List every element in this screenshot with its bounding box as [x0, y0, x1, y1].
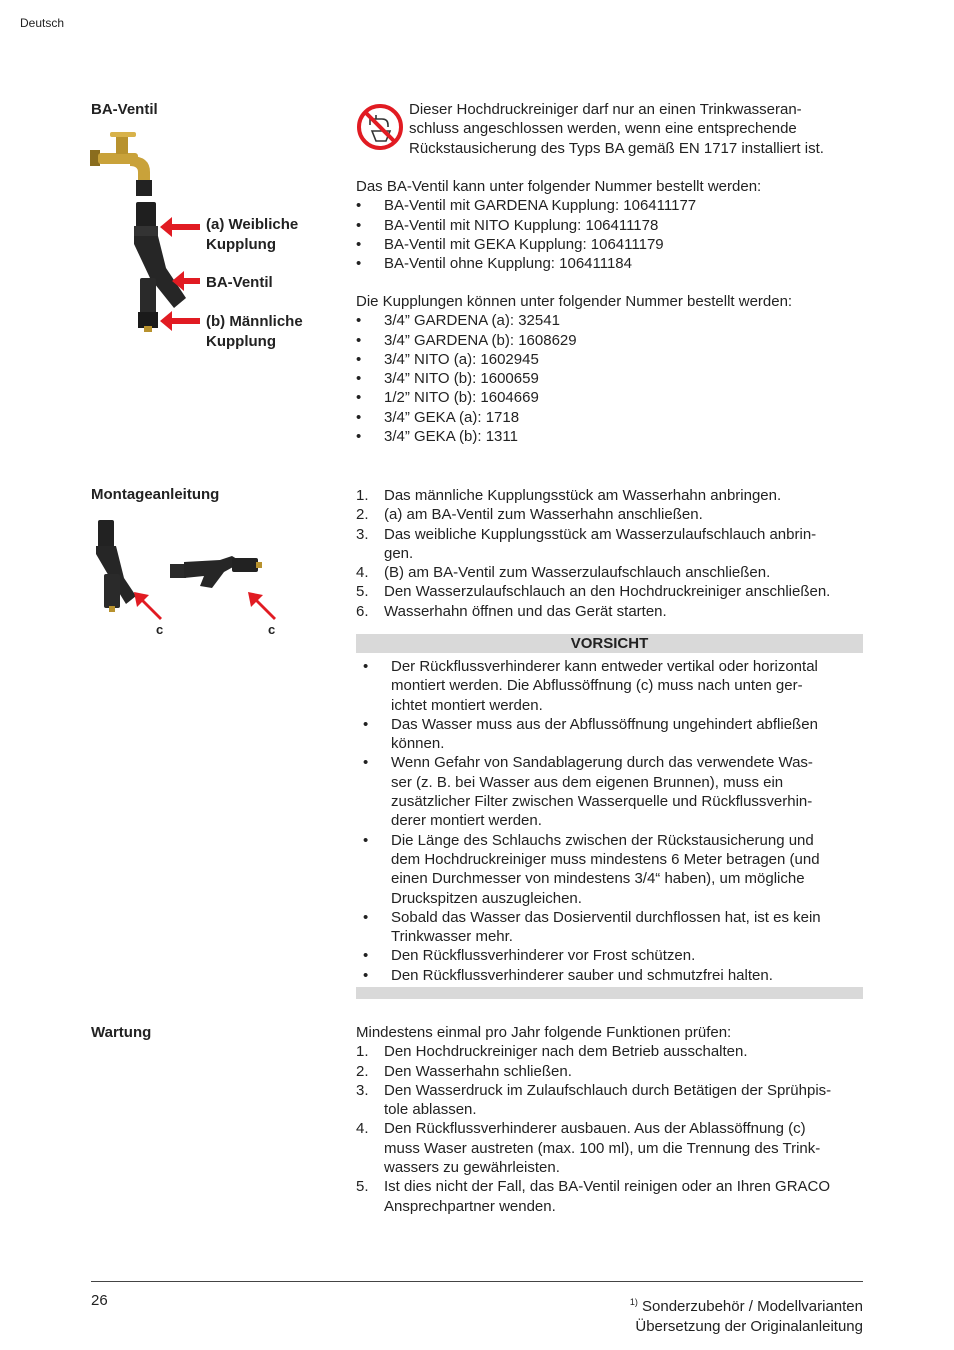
- list-item: 3. Den Wasserdruck im Zulaufschlauch durch Betätigen der Sprühpis- tole ablassen.: [356, 1081, 832, 1119]
- label-ba-valve: BA-Ventil: [206, 274, 273, 291]
- list-item: 5. Ist dies nicht der Fall, das BA-Ventil reinigen oder an Ihren GRACO Ansprechpartner wenden.: [356, 1178, 831, 1215]
- list-item: 2. (a) am BA-Ventil zum Wasserhahn anschließen.: [356, 506, 703, 524]
- arrow-drain-2: [248, 592, 276, 620]
- label-female-coupling: (a) Weibliche Kupplung: [206, 216, 299, 253]
- arrow-male: [160, 311, 200, 331]
- list-item: 1. Den Hochdruckreiniger nach dem Betrieb ausschalten.: [356, 1043, 748, 1061]
- list-item: 5. Den Wasserzulaufschlauch an den Hochdruckreiniger anschließen.: [356, 583, 831, 601]
- list-item: 4. Den Rückflussverhinderer ausbauen. Aus der Ablassöffnung (c) muss Waser austreten (max. 100 ml), um die Trennung des Trink- wassers zu gewährleisten.: [356, 1120, 821, 1177]
- section-title-montage: Montageanleitung: [91, 486, 220, 503]
- list-item: • Das Wasser muss aus der Abflussöffnung ungehindert abfließen können.: [363, 715, 818, 753]
- arrow-female: [160, 217, 200, 237]
- list-item: 2. Den Wasserhahn schließen.: [356, 1062, 572, 1080]
- list-item: • 3/4” GARDENA (b): 1608629: [356, 331, 577, 349]
- footer-divider: [91, 1281, 863, 1282]
- mounting-illustration: [92, 516, 312, 626]
- list-item: • Wenn Gefahr von Sandablagerung durch das verwendete Was- ser (z. B. bei Wasser aus dem eigenen Brunnen), muss ein zusätzlicher Filter zwischen Wasserquelle und Rückflussverhin- derer montiert werden.: [363, 754, 813, 830]
- list-item: • Den Rückflussverhinderer sauber und schmutzfrei halten.: [363, 966, 773, 984]
- no-drinking-water-icon: [356, 103, 404, 151]
- label-male-coupling: (b) Männliche Kupplung: [206, 313, 303, 350]
- language-label: Deutsch: [20, 16, 65, 30]
- section-title-ba-ventil: BA-Ventil: [91, 101, 158, 118]
- list-item: • 3/4” GEKA (a): 1718: [356, 408, 520, 426]
- list-item: 3. Das weibliche Kupplungsstück am Wasserzulaufschlauch anbrin- gen.: [356, 525, 817, 562]
- valve-order-list: Das BA-Ventil kann unter folgender Nummer bestellt werden: • BA-Ventil mit GARDENA Kupplung: 106411177 • BA-Ventil mit NITO Kupplung: 106411178 • BA-Ventil mit GEKA Kupplung: 106411179 • BA-Ventil ohne Kupplung: 106411184: [356, 177, 866, 273]
- page-number: 26: [91, 1292, 108, 1309]
- footer-notes: $^{1)}$ Sonderzubehör / Modellvarianten Übersetzung der Originalanleitung: [629, 1297, 863, 1335]
- list-item: • Den Rückflussverhinderer vor Frost schützen.: [363, 947, 696, 965]
- list-item: 4. (B) am BA-Ventil zum Wasserzulaufschlauch anschließen.: [356, 564, 771, 582]
- caution-header: VORSICHT: [356, 634, 863, 653]
- list-item: • BA-Ventil mit NITO Kupplung: 106411178: [356, 216, 659, 234]
- list-item: 1. Das männliche Kupplungsstück am Wasserhahn anbringen.: [356, 487, 782, 504]
- montage-steps: [356, 486, 866, 621]
- list-item: • 3/4” NITO (b): 1600659: [356, 370, 539, 388]
- caution-list: [363, 657, 863, 985]
- list-item: • Die Länge des Schlauchs zwischen der Rückstausicherung und dem Hochdruckreiniger muss mindestens 6 Meter betragen (und einen Durchmesser von mindestens 3/4“ haben), um mögliche Druckspitzen auszugleichen.: [363, 831, 820, 907]
- label-c-2: c: [268, 622, 276, 637]
- warning-text: Dieser Hochdruckreiniger darf nur an einen Trinkwasseran- schluss angeschlossen werden, wenn eine entsprechende Rückstausicherung des Typs BA gemäß EN 1717 installiert ist.: [409, 101, 824, 157]
- list-item: • 3/4” GARDENA (a): 32541: [356, 312, 560, 330]
- list-item: • Sobald das Wasser das Dosierventil durchflossen hat, ist es kein Trinkwasser mehr.: [363, 908, 821, 946]
- label-c-1: c: [156, 622, 164, 637]
- list-item: • 1/2” NITO (b): 1604669: [356, 389, 539, 407]
- list-item: • BA-Ventil mit GARDENA Kupplung: 106411177: [356, 197, 697, 215]
- wartung-steps: Mindestens einmal pro Jahr folgende Funktionen prüfen: 1. Den Hochdruckreiniger nach dem Betrieb ausschalten. 2. Den Wasserhahn schließen. 3. Den Wasserdruck im Zulaufschlauch durch Betätigen der Sprühpis- tole ablassen. 4. Den Rückflussverhinderer ausbauen. Aus der Ablassöffnung (c) muss Waser austreten (max. 100 ml), um die Trennung des Trink- wassers zu gewährleisten. 5. Ist dies nicht der Fall, das BA-Ventil reinigen oder an Ihren GRACO Ansprechpartner wenden.: [356, 1023, 866, 1216]
- list-item: • 3/4” NITO (a): 1602945: [356, 350, 539, 368]
- list-item: • BA-Ventil ohne Kupplung: 106411184: [356, 255, 632, 273]
- list-item: • BA-Ventil mit GEKA Kupplung: 106411179: [356, 235, 664, 253]
- caution-footer-bar: [356, 987, 863, 999]
- arrow-drain-1: [134, 592, 162, 620]
- list-item: • 3/4” GEKA (b): 1311: [356, 428, 518, 446]
- coupling-order-list: Die Kupplungen können unter folgender Nummer bestellt werden: • 3/4” GARDENA (a): 32541 • 3/4” GARDENA (b): 1608629 • 3/4” NITO (a): 1602945 • 3/4” NITO (b): 1600659 • 1/2” NITO (b): 1604669 • 3/4” GEKA (a): 1718 • 3/4” GEKA (b): 1311: [356, 292, 866, 446]
- list-item: • Der Rückflussverhinderer kann entweder vertikal oder horizontal montiert werden. Die Abflussöffnung (c) muss nach unten ger- ichtet montiert werden.: [363, 658, 818, 714]
- list-item: 6. Wasserhahn öffnen und das Gerät starten.: [356, 602, 667, 620]
- section-title-wartung: Wartung: [91, 1024, 152, 1041]
